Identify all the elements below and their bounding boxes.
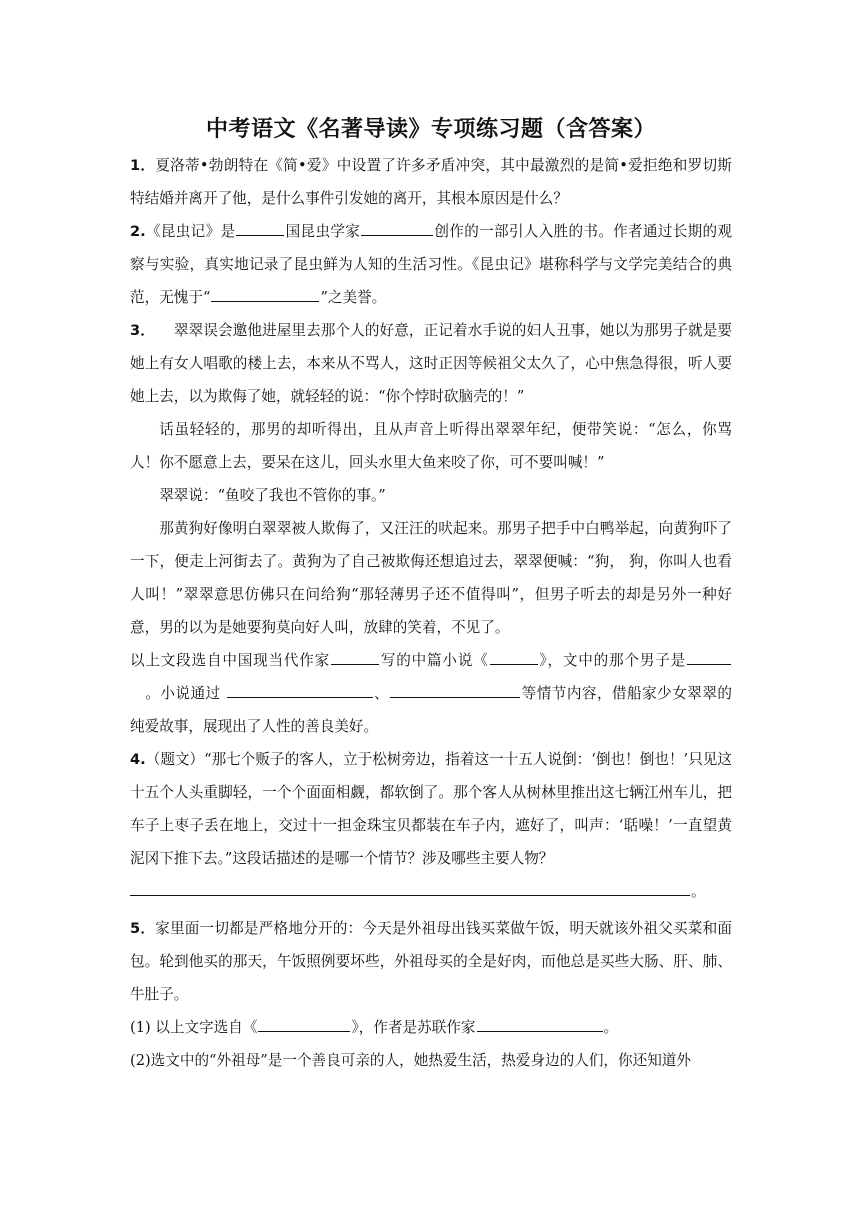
question-2-number: 2. <box>130 223 146 240</box>
question-5-sub-1-b: 》，作者是苏联作家 <box>351 1019 476 1036</box>
answer-blank-reputation[interactable] <box>211 284 319 302</box>
question-1 <box>130 149 732 215</box>
question-3-prompt-d: 。小说通过 <box>145 685 221 702</box>
answer-blank-novel[interactable] <box>490 647 538 665</box>
question-3-number: 3． <box>130 322 155 339</box>
question-2-text-a: 《昆虫记》是 <box>145 223 236 240</box>
question-3-prompt-b: 写的中篇小说《 <box>380 652 489 669</box>
question-3-paragraph-3: 翠翠说：“鱼咬了我也不管你的事。” <box>159 487 386 504</box>
question-3-paragraph-1: 翠翠误会邀他进屋里去那个人的好意，正记着水手说的妇人丑事，她以为那男子就是要她上有女人唱歌的楼上去，本来从不骂人，这时正因等候祖父太久了，心中焦急得很，听人要她上去，以为欺侮了她，就轻轻的说：“你个悖时砍脑壳的！” <box>130 322 733 405</box>
answer-blank-country[interactable] <box>236 218 284 236</box>
question-3-paragraph-2: 话虽轻轻的，那男的却听得出，且从声音上听得出翠翠年纪，便带笑说：“怎么，你骂人！你不愿意上去，要呆在这儿，回头水里大鱼来咬了你，可不要叫喊！” <box>130 421 732 471</box>
question-3-prompt-c: 》，文中的那个男子是 <box>538 652 686 669</box>
answer-blank-soviet-author[interactable] <box>477 1014 603 1032</box>
question-3-prompt-a: 以上文段选自中国现当代作家 <box>130 652 331 669</box>
question-3-paragraph-4: 那黄狗好像明白翠翠被人欺侮了，又汪汪的吠起来。那男子把手中白鸭举起，向黄狗吓了一下，便走上河街去了。黄狗为了自己被欺侮还想追过去，翠翠便喊：“狗， 狗，你叫人也看人叫！”翠翠意思仿佛只在问给狗“那轻薄男子还不值得叫”，但男子听去的却是另外一种好意，男的以为是她要狗莫向好人叫，放肆的笑着，不见了。 <box>130 520 732 636</box>
question-5-sub-1-a: (1) 以上文字选自《 <box>130 1019 258 1036</box>
question-2-text-d: ”之美誉。 <box>320 289 387 306</box>
answer-blank-plot-1[interactable] <box>227 680 373 698</box>
question-5-sub-2: (2)选文中的“外祖母”是一个善良可亲的人，她热爱生活，热爱身边的人们，你还知道外 <box>130 1052 691 1069</box>
question-3-passage-1 <box>130 314 732 413</box>
answer-blank-book[interactable] <box>258 1014 350 1032</box>
question-4-end-mark: 。 <box>691 883 706 900</box>
answer-blank-q4[interactable] <box>130 878 690 896</box>
question-5 <box>130 912 732 1011</box>
question-4-number: 4. <box>130 751 146 768</box>
question-5-sub-1 <box>130 1011 732 1044</box>
question-3-prompt-e: 、 <box>373 685 390 702</box>
question-1-text: 夏洛蒂•勃朗特在《简•爱》中设置了许多矛盾冲突，其中最激烈的是简•爱拒绝和罗切斯特结婚并离开了他，是什么事件引发她的离开，其根本原因是什么？ <box>130 157 733 207</box>
answer-blank-man[interactable] <box>687 647 731 665</box>
question-4-answer-line <box>130 875 732 908</box>
page-title: 中考语文《名著导读》专项练习题（含答案） <box>205 116 656 142</box>
answer-blank-author[interactable] <box>361 218 433 236</box>
question-2-text-b: 国昆虫学家 <box>285 223 361 240</box>
answer-blank-writer[interactable] <box>331 647 379 665</box>
question-2 <box>130 215 732 314</box>
answer-blank-plot-2[interactable] <box>390 680 520 698</box>
question-5-sub-1-c: 。 <box>603 1019 619 1036</box>
question-3-prompt-f: 等情节内容，借船家少女翠翠的纯爱故事，展现出了人性的善良美好。 <box>130 685 732 735</box>
question-4-text: （题文）“那七个贩子的客人，立于松树旁边，指着这一十五人说倒：‘倒也！倒也！’只见这十五个人头重脚轻，一个个面面相觑，都软倒了。那个客人从树林里推出这七辆江州车儿，把车子上枣子丢在地上，交过十一担金珠宝贝都装在车子内，遮好了，叫声：‘聒噪！’一直望黄泥冈下推下去。”这段话描述的是哪一个情节？涉及哪些主要人物？ <box>130 751 732 867</box>
question-3-prompt <box>130 644 732 743</box>
question-1-number: 1． <box>130 157 156 174</box>
question-5-number: 5． <box>130 920 156 937</box>
question-5-text: 家里面一切都是严格地分开的：今天是外祖母出钱买菜做午饭，明天就该外祖父买菜和面包。轮到他买的那天，午饭照例要坏些，外祖母买的全是好肉，而他总是买些大肠、肝、肺、牛肚子。 <box>130 920 732 1003</box>
question-2-text-c: 创作的一部引人入胜的书。作者通过长期的观察与实验，真实地记录了昆虫鲜为人知的生活习性。《昆虫记》堪称科学与文学完美结合的典范，无愧于“ <box>130 223 732 306</box>
question-4 <box>130 743 732 875</box>
